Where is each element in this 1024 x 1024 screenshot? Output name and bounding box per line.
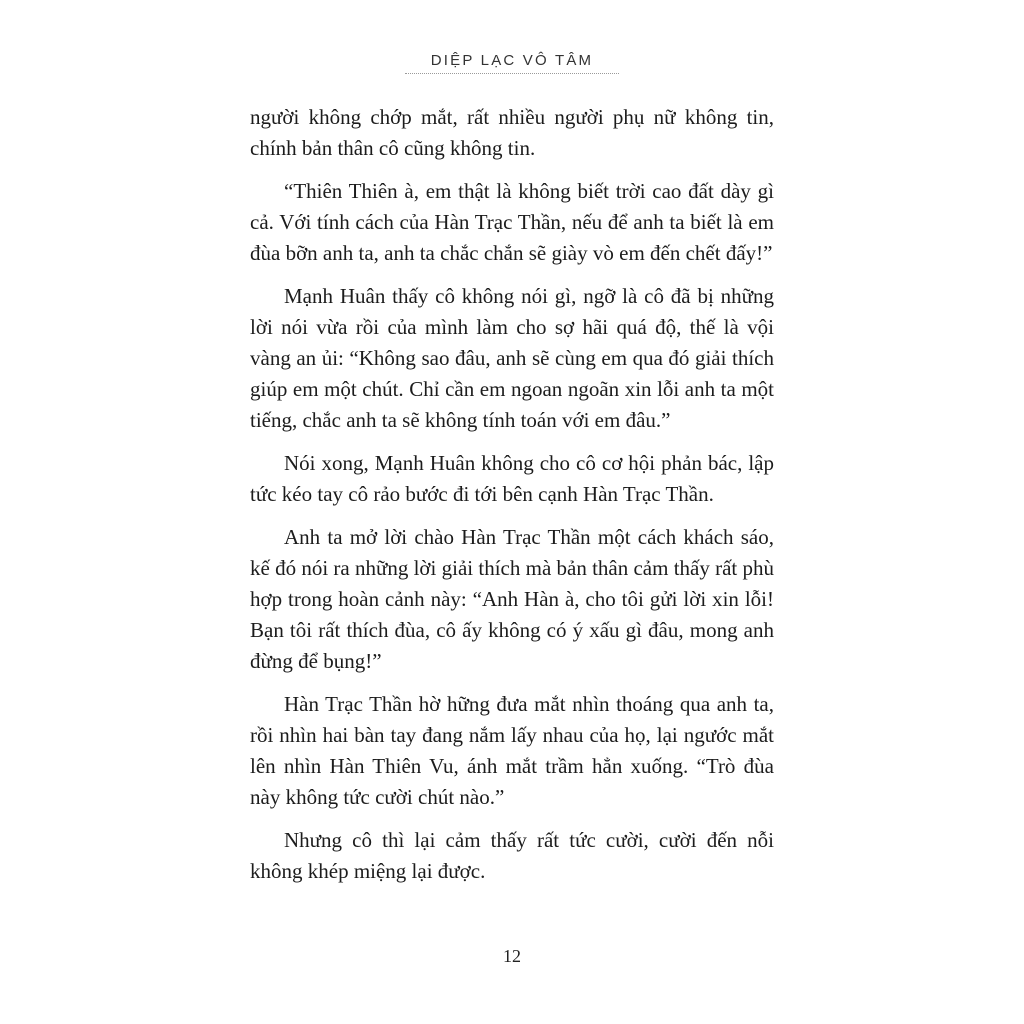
paragraph: Anh ta mở lời chào Hàn Trạc Thần một cách khách sáo, kế đó nói ra những lời giải thích mà bản thân cảm thấy rất phù hợp trong hoàn cảnh này: “Anh Hàn à, cho tôi gửi lời xin lỗi! Bạn tôi rất thích đùa, cô ấy không có ý xấu gì đâu, mong anh đừng để bụng!”: [250, 525, 775, 673]
paragraph: Nhưng cô thì lại cảm thấy rất tức cười, cười đến nỗi không khép miệng lại được.: [250, 828, 774, 883]
paragraph: “Thiên Thiên à, em thật là không biết trời cao đất dày gì cả. Với tính cách của Hàn Trạc Thần, nếu để anh ta biết là em đùa bỡn anh ta, anh ta chắc chắn sẽ giày vò em đến chết đấy!”: [250, 179, 774, 265]
running-header: [0, 52, 1024, 74]
book-title: DIỆP LẠC VÔ TÂM: [405, 52, 620, 74]
paragraph: Nói xong, Mạnh Huân không cho cô cơ hội phản bác, lập tức kéo tay cô rảo bước đi tới bên cạnh Hàn Trạc Thần.: [250, 451, 774, 506]
paragraph: Mạnh Huân thấy cô không nói gì, ngỡ là cô đã bị những lời nói vừa rồi của mình làm cho sợ hãi quá độ, thế là vội vàng an ủi: “Không sao đâu, anh sẽ cùng em qua đó giải thích giúp em một chút. Chỉ cần em ngoan ngoãn xin lỗi anh ta một tiếng, chắc anh ta sẽ không tính toán với em đâu.”: [250, 284, 774, 432]
page-number: 12: [503, 946, 521, 966]
paragraph-continued: người không chớp mắt, rất nhiều người phụ nữ không tin, chính bản thân cô cũng không tin.: [250, 105, 774, 160]
body-text: [250, 102, 774, 899]
paragraph: Hàn Trạc Thần hờ hững đưa mắt nhìn thoáng qua anh ta, rồi nhìn hai bàn tay đang nắm lấy nhau của họ, lại ngước mắt lên nhìn Hàn Thiên Vu, ánh mắt trầm hẳn xuống. “Trò đùa này không tức cười chút nào.”: [250, 692, 774, 809]
